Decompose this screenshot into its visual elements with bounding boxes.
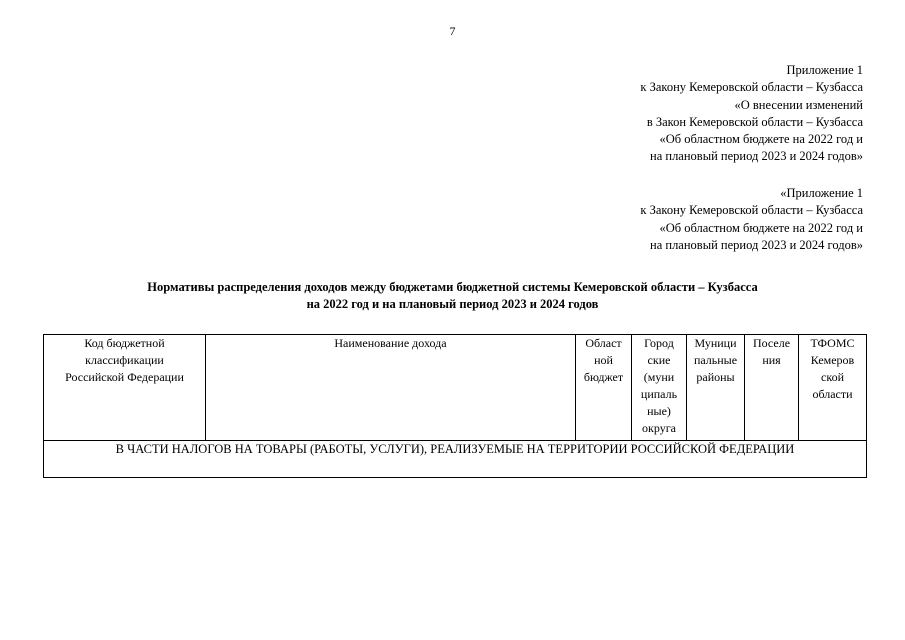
page-number: 7 bbox=[449, 24, 456, 38]
appendix-header-amending-law bbox=[640, 62, 863, 166]
appendix-line: «Приложение 1 bbox=[780, 186, 863, 200]
table-header-row bbox=[44, 335, 867, 441]
header-tfoms: ТФОМС Кемеров ской области bbox=[799, 335, 867, 441]
section-title: В ЧАСТИ НАЛОГОВ НА ТОВАРЫ (РАБОТЫ, УСЛУГИ), РЕАЛИЗУЕМЫЕ НА ТЕРРИТОРИИ РОССИЙСКОЙ ФЕДЕРАЦИИ bbox=[44, 441, 867, 478]
title-line: Нормативы распределения доходов между бюджетами бюджетной системы Кемеровской области – Кузбасса bbox=[147, 280, 758, 294]
appendix-line: на плановый период 2023 и 2024 годов» bbox=[650, 149, 863, 164]
appendix-line: в Закон Кемеровской области – Кузбасса bbox=[646, 114, 863, 129]
header-municipal-districts: Муници пальные районы bbox=[687, 335, 745, 441]
header-budget-classification-code: Код бюджетной классификации Российской Федерации bbox=[44, 335, 206, 441]
appendix-line: на плановый период 2023 и 2024 годов» bbox=[650, 237, 863, 252]
revenue-distribution-table bbox=[43, 334, 867, 478]
header-regional-budget: Област ной бюджет bbox=[576, 335, 632, 441]
header-city-districts: Город ские (муни ципаль ные) округа bbox=[632, 335, 687, 441]
appendix-line: «Об областном бюджете на 2022 год и bbox=[659, 132, 863, 147]
appendix-line: к Закону Кемеровской области – Кузбасса bbox=[640, 203, 863, 218]
appendix-line: Приложение 1 bbox=[786, 63, 863, 77]
appendix-header-original-law bbox=[640, 185, 863, 254]
document-title bbox=[0, 279, 905, 313]
header-revenue-name: Наименование дохода bbox=[206, 335, 576, 441]
table-section-row bbox=[44, 441, 867, 478]
title-line: на 2022 год и на плановый период 2023 и 2024 годов bbox=[306, 297, 599, 311]
appendix-line: к Закону Кемеровской области – Кузбасса bbox=[640, 80, 863, 95]
appendix-line: «Об областном бюджете на 2022 год и bbox=[659, 220, 863, 235]
appendix-line: «О внесении изменений bbox=[734, 97, 863, 112]
header-settlements: Поселе ния bbox=[745, 335, 799, 441]
